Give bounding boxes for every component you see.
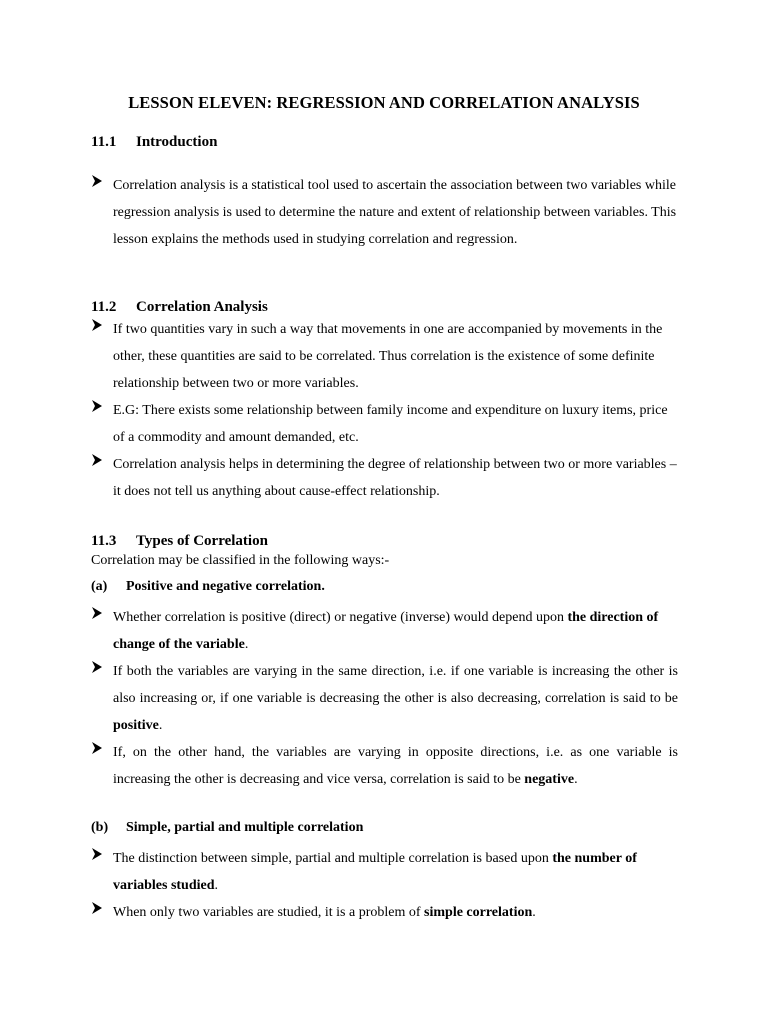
section-heading-11-1	[91, 134, 217, 151]
subsection-heading-a	[91, 579, 325, 595]
text-run: .	[532, 905, 536, 920]
section-title: Types of Correlation	[136, 533, 268, 549]
text-run: If both the variables are varying in the same direction, i.e. if one variable is increasing the other is also increasing or, if one variable is decreasing the other is also decreasing, correlation is said to be	[113, 664, 678, 706]
bullet-text	[113, 899, 678, 926]
bullet-text	[113, 658, 678, 739]
section-title: Introduction	[136, 134, 218, 150]
subsection-heading-b	[91, 820, 363, 836]
arrow-bullet-icon	[91, 901, 103, 915]
section-number: 11.3	[91, 533, 117, 549]
section-number: 11.2	[91, 299, 117, 315]
bullet-text: E.G: There exists some relationship between family income and expenditure on luxury items, price of a commodity and amount demanded, etc.	[113, 403, 668, 445]
text-run: .	[574, 772, 578, 787]
text-run: When only two variables are studied, it is a problem of	[113, 905, 425, 920]
bullet-text	[113, 845, 678, 899]
text-run: .	[158, 718, 163, 733]
bullet-text: Correlation analysis is a statistical tool used to ascertain the association between two variables while regression analysis is used to determine the nature and extent of relationship between variables. This lesson explains the methods used in studying correlation and regression.	[113, 178, 677, 247]
text-run: .	[214, 878, 219, 893]
bullet-text: Correlation analysis helps in determining the degree of relationship between two or more variables – it does not tell us anything about cause-effect relationship.	[113, 457, 677, 499]
section-number: 11.1	[91, 134, 117, 150]
text-run: .	[244, 637, 249, 652]
arrow-bullet-icon	[91, 741, 103, 755]
section-heading-11-3	[91, 533, 268, 550]
subsection-label: (a)	[91, 579, 108, 594]
arrow-bullet-icon	[91, 660, 103, 674]
lesson-title: LESSON ELEVEN: REGRESSION AND CORRELATION ANALYSIS	[128, 93, 640, 112]
text-run: If, on the other hand, the variables are varying in opposite directions, i.e. as one variable is increasing the other is decreasing and vice versa, correlation is said to be	[113, 745, 678, 787]
arrow-bullet-icon	[91, 847, 103, 861]
text-run: Whether correlation is positive (direct) or negative (inverse) would depend upon	[113, 610, 568, 625]
bullet-text	[113, 739, 678, 793]
emphasis-text: the direction of change of the variable	[113, 610, 659, 652]
text-run: The distinction between simple, partial and multiple correlation is based upon	[113, 851, 553, 866]
bullet-text: If two quantities vary in such a way that movements in one are accompanied by movements in the other, these quantities are said to be correlated. Thus correlation is the existence of some definite relationship between two or more variables.	[113, 322, 663, 391]
subsection-title: Positive and negative correlation.	[126, 579, 325, 594]
arrow-bullet-icon	[91, 399, 103, 413]
subsection-title: Simple, partial and multiple correlation	[126, 820, 364, 835]
bullet-text	[113, 604, 678, 658]
arrow-bullet-icon	[91, 453, 103, 467]
emphasis-text: negative	[524, 772, 575, 787]
emphasis-text: positive	[113, 718, 159, 733]
emphasis-text: simple correlation	[424, 905, 533, 920]
subsection-label: (b)	[91, 820, 109, 835]
types-intro-text: Correlation may be classified in the following ways:-	[91, 553, 390, 568]
emphasis-text: the number of variables studied	[113, 851, 637, 893]
section-heading-11-2	[91, 299, 268, 316]
arrow-bullet-icon	[91, 606, 103, 620]
section-title: Correlation Analysis	[136, 299, 268, 315]
arrow-bullet-icon	[91, 318, 103, 332]
arrow-bullet-icon	[91, 174, 103, 188]
